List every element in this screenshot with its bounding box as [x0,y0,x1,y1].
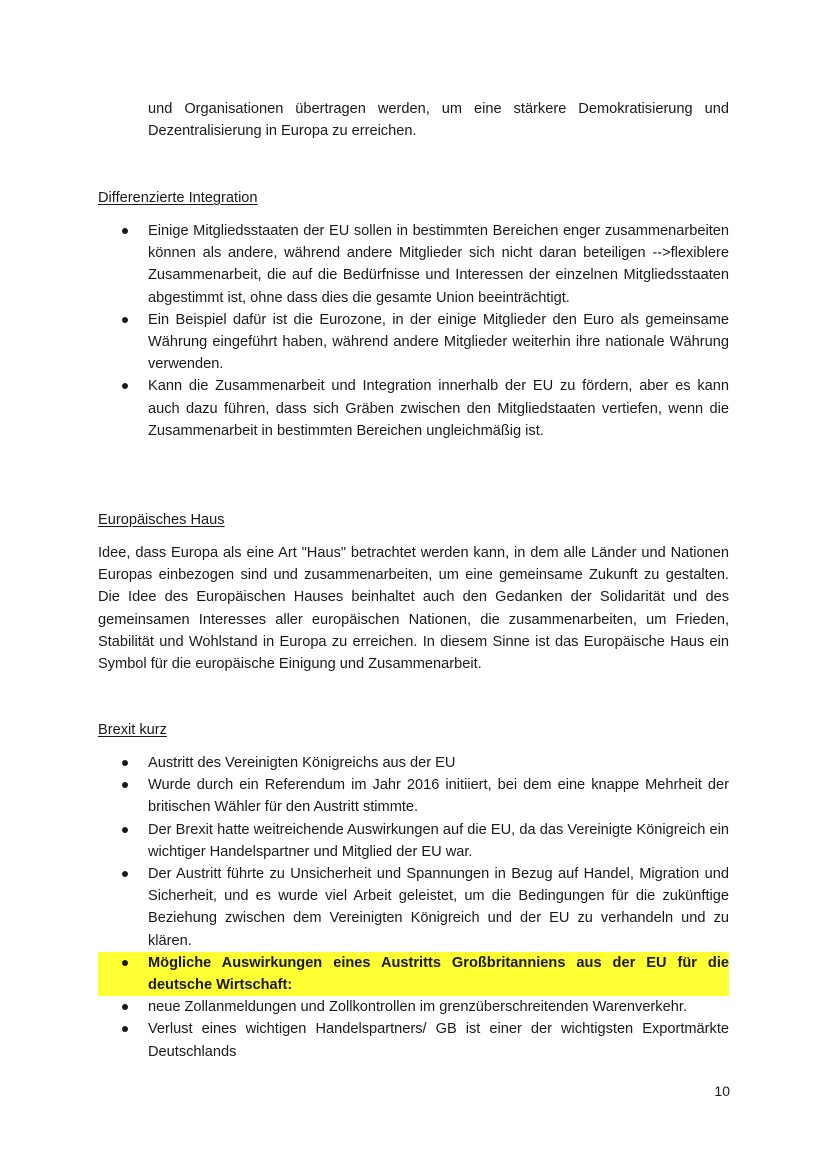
bullet-icon [122,1004,128,1010]
list-item [98,996,729,1018]
list-item-text: Verlust eines wichtigen Handelspartners/ GB ist einer der wichtigsten Exportmärkte Deutschlands [148,1021,729,1060]
bullet-icon [122,760,128,766]
list-item [98,752,729,774]
bullet-icon [122,871,128,877]
heading-differenzierte-integration: Differenzierte Integration [98,190,258,206]
bullet-icon [122,960,128,966]
bullet-icon [122,228,128,234]
list-item-text: Austritt des Vereinigten Königreichs aus der EU [148,755,456,771]
list-item [98,774,729,818]
list-item-text: neue Zollanmeldungen und Zollkontrollen im grenzüberschreitenden Warenverkehr. [148,999,687,1016]
list-item [98,309,729,376]
list-item [98,1018,729,1062]
list-item [98,819,729,863]
paragraph-europaeisches-haus: Idee, dass Europa als eine Art "Haus" betrachtet werden kann, in dem alle Länder und Nationen Europas einbezogen sind und zusammenarbeiten, um eine gemeinsame Zukunft zu gestalten. Die Idee des Europäischen Hauses beinhaltet auch den Gedanken der Solidarität und des gemeinsamen Interesses aller europäischen Nationen, die zusammenarbeiten, um Frieden, Stabilität und Wohlstand in Europa zu erreichen. In diesem Sinne ist das Europäische Haus ein Symbol für die europäische Einigung und Zusammenarbeit. [98,545,729,673]
bullet-icon [122,782,128,788]
list-item-text: Der Austritt führte zu Unsicherheit und Spannungen in Bezug auf Handel, Migration und Sicherheit, und es wurde viel Arbeit geleistet, um die Bedingungen für die zukünftige Beziehung zwischen dem Vereinigten Königreich und der EU zu verhandeln und zu klären. [148,866,729,949]
list-item-text: Ein Beispiel dafür ist die Eurozone, in der einige Mitglieder den Euro als gemeinsame Währung eingeführt haben, während andere Mitglieder weiterhin ihre nationale Währung verwenden. [148,311,729,373]
heading-europaeisches-haus: Europäisches Haus [98,512,225,528]
list-item [98,220,729,309]
heading-brexit-kurz: Brexit kurz [98,722,167,738]
list-item-text: Einige Mitgliedsstaaten der EU sollen in bestimmten Bereichen enger zusammenarbeiten können als andere, während andere Mitglieder sich nicht daran beteiligen -->flexiblere Zusammenarbeit, die auf die Bedürfnisse und Interessen der einzelnen Mitgliedsstaaten abgestimmt ist, ohne dass dies die gesamte Union beeinträchtigt. [148,223,729,306]
continuation-paragraph: und Organisationen übertragen werden, um eine stärkere Demokratisierung und Dezentralisierung in Europa zu erreichen. [148,101,729,140]
page-number: 10 [714,1083,730,1099]
list-item [98,863,729,952]
list-item-text: Wurde durch ein Referendum im Jahr 2016 initiiert, bei dem eine knappe Mehrheit der britischen Wähler für den Austritt stimmte. [148,777,729,816]
bullet-icon [122,827,128,833]
highlighted-list-item [98,952,729,996]
list-item-text: Der Brexit hatte weitreichende Auswirkungen auf die EU, da das Vereinigte Königreich ein wichtiger Handelspartner und Mitglied der EU war. [148,821,729,860]
bullet-icon [122,317,128,323]
list-item-text: Mögliche Auswirkungen eines Austritts Großbritanniens aus der EU für die deutsche Wirtschaft: [148,954,729,994]
list-item [98,375,729,442]
bullet-icon [122,383,128,389]
bullet-icon [122,1026,128,1032]
list-differenzierte-integration [98,220,729,442]
list-brexit [98,752,729,1063]
list-item-text: Kann die Zusammenarbeit und Integration innerhalb der EU zu fördern, aber es kann auch dazu führen, dass sich Gräben zwischen den Mitgliedstaaten vertiefen, wenn die Zusammenarbeit in bestimmten Bereichen ungleichmäßig ist. [148,378,729,439]
